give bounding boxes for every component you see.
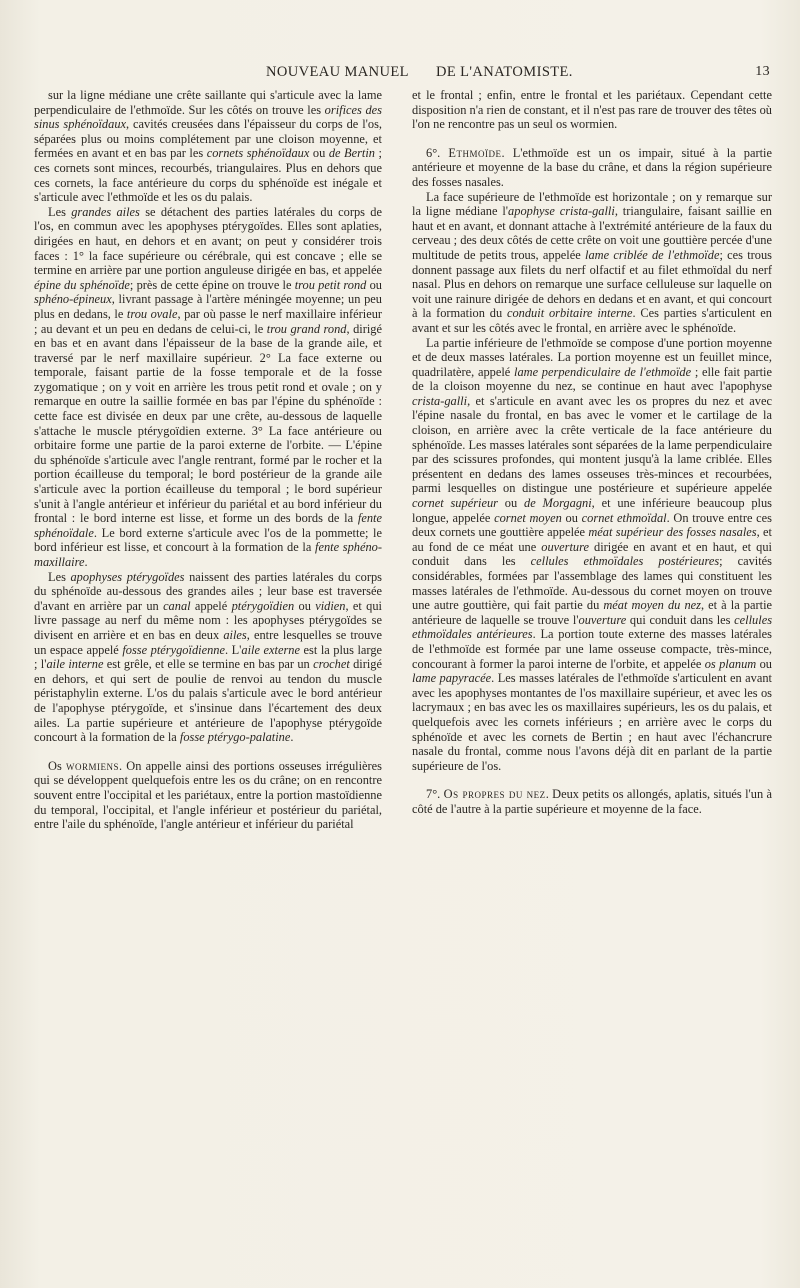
header-title-left: NOUVEAU MANUEL [266,64,409,80]
paragraph: Les grandes ailes se détachent des parties latérales du corps de l'os, en commun avec les apophyses ptérygoïdes. Elles sont aplaties, dirigées en haut, en dehors et en avant; on peut y considérer trois faces : 1° la face supérieure ou cérébrale, qui est concave ; elle se termine en arrière par une portion anguleuse dirigée en bas, et appelée épine du sphénoïde; près de cette épine on trouve le trou petit rond ou sphéno-épineux, livrant passage à l'artère méningée moyenne; un peu plus en dedans, le trou ovale, par où passe le nerf maxillaire inférieur ; au devant et un peu en dedans de celui-ci, le trou grand rond, dirigé en bas et en avant dans l'épaisseur de la base de la grande aile, et traversé par le nerf maxillaire supérieur. 2° La face externe ou temporale, faisant partie de la fosse temporale et de la fosse zygomatique ; on y voit en arrière les trous petit rond et ovale ; on y remarque en outre la saillie formée en bas par l'épine du sphénoïde : cette face est divisée en deux par une crête, au-dessous de laquelle s'attache le muscle ptérygoïdien externe. 3° La face antérieure ou orbitaire forme une partie de la paroi externe de l'orbite. — L'épine du sphénoïde s'articule avec l'angle rentrant, formé par le rocher et la portion écailleuse du temporal; le bord postérieur de la grande aile s'articule avec la portion écailleuse du temporal ; le bord supérieur s'unit à l'angle antérieur et inférieur du pariétal et au bord inférieur du frontal : le bord interne est lisse, et forme un des bords de la fente sphénoïdale. Le bord externe s'articule avec l'os de la pommette; le bord inférieur est lisse, et concourt à la formation de la fente sphéno-maxillaire. [34,204,383,569]
paragraph: Os wormiens. On appelle ainsi des portions osseuses irrégulières qui se développent quelquefois entre les os du crâne; on en rencontre souvent entre l'occipital et les pariétaux, entre la portion mastoïdienne du temporal, l'occipital, et l'angle inférieur et postérieur du pariétal, entre l'aile du sphénoïde, l'angle antérieur et inférieur du pariétal [34,758,382,832]
right-text-column [412,88,772,817]
paragraph: 7°. Os propres du nez. Deux petits os allongés, aplatis, situés l'un à côté de l'autre à la partie supérieure et moyenne de la face. [412,787,773,816]
paragraph: et le frontal ; enfin, entre le frontal et les pariétaux. Cependant cette disposition n'a rien de constant, et il n'est pas rare de trouver des têtes où l'on ne rencontre pas un seul os wormien. [412,88,772,132]
left-text-column [34,88,382,832]
page-number: 13 [755,64,770,79]
paragraph: sur la ligne médiane une crête saillante qui s'articule avec la lame perpendiculaire de l'ethmoïde. Sur les côtés on trouve les orifices des sinus sphénoïdaux, cavités creusées dans l'épaisseur du corps de l'os, séparées plus ou moins complétement par une cloison moyenne, et fermées en avant et en bas par les cornets sphénoïdaux ou de Bertin ; ces cornets sont minces, recourbés, triangulaires. Plus en dehors que ces cornets, la face antérieure du corps du sphénoïde est inégale et s'articule avec l'ethmoïde et les os du palais. [34,88,382,205]
paragraph: La face supérieure de l'ethmoïde est horizontale ; on y remarque sur la ligne médiane l'apophyse crista-galli, triangulaire, faisant saillie en haut et en avant, et donnant attache à l'extrémité antérieure de la faux du cerveau ; des deux côtés de cette crête on voit une gouttière percée d'une multitude de petits trous, appelée lame criblée de l'ethmoïde; ces trous donnent passage aux filets du nerf olfactif et au filet ethmoïdal du nerf nasal. Plus en dehors on remarque une surface celluleuse sur laquelle on voit une rainure dirigée de dehors en dedans et en avant, et qui concourt à la formation du conduit orbitaire interne. Ces parties s'articulent en avant et sur les côtés avec le frontal, en arrière avec le sphénoïde. [412,189,772,335]
header-title-right: DE L'ANATOMISTE. [436,64,573,80]
paragraph: 6°. Ethmoïde. L'ethmoïde est un os impair, situé à la partie antérieure et moyenne de la base du crâne, et dans la région supérieure des fosses nasales. [412,145,772,189]
running-header [34,64,770,84]
paragraph: Les apophyses ptérygoïdes naissent des parties latérales du corps du sphénoïde au-dessous des grandes ailes ; leur base est traversée d'avant en arrière par un canal appelé ptérygoïdien ou vidien, et qui livre passage au nerf du même nom : les apophyses ptérygoïdes se divisent en arrière et en bas en deux ailes, entre lesquelles se trouve un espace appelé fosse ptérygoïdienne. L'aile externe est la plus large ; l'aile interne est grêle, et elle se termine en bas par un crochet dirigé en dehors, et qui sert de poulie de renvoi au tendon du muscle péristaphylin externe. L'os du palais s'articule avec le bord antérieur de l'apophyse ptérygoïde, et s'insinue dans l'écartement des deux ailes. La partie supérieure et antérieure de l'apophyse ptérygoïde concourt à la formation de la fosse ptérygo-palatine. [34,569,383,745]
paragraph: La partie inférieure de l'ethmoïde se compose d'une portion moyenne et de deux masses latérales. La portion moyenne est un feuillet mince, quadrilatère, appelé lame perpendiculaire de l'ethmoïde ; elle fait partie de la cloison moyenne du nez, se continue en haut avec l'apophyse crista-galli, et s'articule en avant avec les os propres du nez et avec l'épine nasale du frontal, en bas avec le vomer et le cartilage de la cloison, en arrière avec la crête verticale de la face antérieure du sphénoïde. Les masses latérales sont séparées de la lame perpendiculaire par des scissures profondes, qui montent jusqu'à la lame criblée. Elles présentent en dedans des lames osseuses très-minces et recourbées, parmi lesquelles on distingue une postérieure et supérieure appelée cornet supérieur ou de Morgagni, et une inférieure beaucoup plus longue, appelée cornet moyen ou cornet ethmoïdal. On trouve entre ces deux cornets une gouttière appelée méat supérieur des fosses nasales, et au fond de ce méat une ouverture dirigée en avant et en haut, et qui conduit dans les cellules ethmoïdales postérieures; cavités considérables, formées par l'assemblage des lames qui constituent les masses latérales de l'ethmoïde. Au-dessous du cornet moyen on trouve une autre gouttière, qui fait partie du méat moyen du nez, et à la partie antérieure de laquelle se trouve l'ouverture qui conduit dans les cellules ethmoïdales antérieures. La portion toute externe des masses latérales de l'ethmoïde est formée par une lame osseuse compacte, très-mince, concourant à former la paroi interne de l'orbite, et appelée os planum ou lame papyracée. Les masses latérales de l'ethmoïde s'articulent en avant avec les apophyses montantes de l'os maxillaire supérieur, et avec les os lacrymaux ; en bas avec les os maxillaires supérieurs, les os du palais, et quelquefois avec les cornets inférieurs ; en arrière avec le corps du sphénoïde et avec les cornets de Bertin ; en haut avec l'échancrure nasale du frontal, comme nous l'avons déjà dit en parlant de la partie supérieure de l'os. [412,335,773,773]
